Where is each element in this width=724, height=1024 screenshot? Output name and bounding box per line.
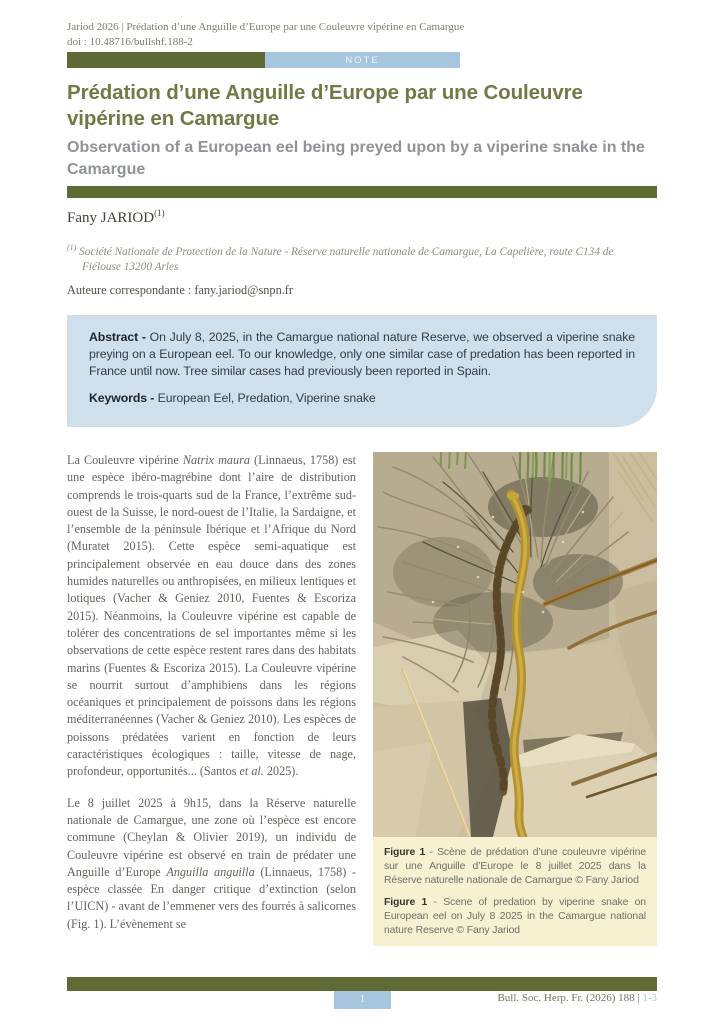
figure1-caption-en: Figure 1 - Scene of predation by viperine snake on European eel on July 8 2025 in the Camargue national nature Reserve © Fany Jariod [384,896,646,936]
author-affiliation-mark: (1) [154,208,165,218]
page-number-badge: 1 [334,991,391,1009]
figure1-caption-fr: Figure 1 - Scène de prédation d’une couleuvre vipérine sur une Anguille d’Europe le 8 juillet 2025 dans la Réserve naturelle nationale de Camargue © Fany Jariod [384,847,647,886]
correspondence-email: fany.jariod@snpn.fr [194,283,293,297]
abstract-box [67,315,657,427]
note-badge [265,52,460,68]
correspondence-label: Auteure correspondante : [67,283,195,297]
doi: doi : 10.48716/bullshf.188-2 [67,35,193,48]
note-badge-label: NOTE [345,54,380,66]
title-rule [67,186,657,198]
article-title-fr: Prédation d’une Anguille d’Europe par une Couleuvre vipérine en Camargue [67,81,583,130]
affiliation-mark: (1) [67,243,77,252]
article-title-en: Observation of a European eel being preyed upon by a viperine snake in the Camargue [67,139,645,178]
journal-reference [497,992,657,1004]
author-line [67,208,165,227]
correspondence-line [67,283,293,298]
body-text-column [67,452,356,946]
body-paragraph: La Couleuvre vipérine Natrix maura (Linnaeus, 1758) est une espèce ibéro-magrébine dont l’aire de distribution comprends le trois-quarts sud de la France, l’extrême sud-ouest de la Suisse, le nord-ouest de l’Italie, la Sardaigne, et l’ensemble de la péninsule Ibérique et l’Afrique du Nord (Muratet 2015). Cette espèce semi-aquatique est principalement observée en eau douce dans des zones humides naturelles ou anthropisées, en milieux lentiques et lotiques (Vacher & Geniez 2010, Fuentes & Escoriza 2015). Néanmoins, la Couleuvre vipérine est capable de tolérer des concentrations de sel importantes même si les observations de cette espèce restent rares dans des habitats marins (Fuentes & Escoriza 2015). La Couleuvre vipérine se nourrit surtout d’amphibiens dans les régions océaniques et principalement de poissons dans les régions méditerranéennes (Vacher & Geniez 2010). Les espèces de poissons prédatées varient en fonction de leurs caractéristiques écologiques : taille, vitesse de nage, profondeur, opportunités... (Santos et al. 2025). [67,453,356,779]
running-head-block [67,20,642,49]
affiliation-text: Société Nationale de Protection de la Nature - Réserve naturelle nationale de Camargue, La Capelière, route C134 de Fiélouse 13200 Arles [76,245,614,273]
body-paragraph: Le 8 juillet 2025 à 9h15, dans la Réserve naturelle nationale de Camargue, une zone où l’espèce est encore commune (Cheylan & Olivier 2019), un individu de Couleuvre vipérine est observé en train de prédater une Anguille d’Europe Anguilla anguilla (Linnaeus, 1758) - espèce classée En danger critique d’extinction (selon l’UICN) - avant de l’emmener vers des fourrés à salicornes (Fig. 1). L’évènement se [67,795,356,931]
author-name: Fany JARIOD [67,210,155,226]
body-columns [67,452,657,946]
footer-bar [67,977,657,991]
affiliation-line [67,240,645,275]
figure1-photo [373,452,657,837]
abstract-text: Abstract - On July 8, 2025, in the Camargue national nature Reserve, we observed a viperine snake preying on a European eel. To our knowledge, only one similar case of predation has been reported in France until now. Tree similar cases had previously been reported in Spain. [89,330,635,378]
note-bar-olive-segment [67,52,265,68]
journal-reference-text: Bull. Soc. Herp. Fr. (2026) 188 | [497,992,643,1004]
journal-reference-pages: 1-3 [642,992,657,1004]
running-head: Jariod 2026 | Prédation d’une Anguille d’Europe par une Couleuvre vipérine en Camargue [67,21,465,33]
figure1-caption [373,837,657,946]
note-bar [67,52,460,68]
keywords-text: Keywords - European Eel, Predation, Viperine snake [89,391,376,405]
figure-1 [373,452,657,946]
